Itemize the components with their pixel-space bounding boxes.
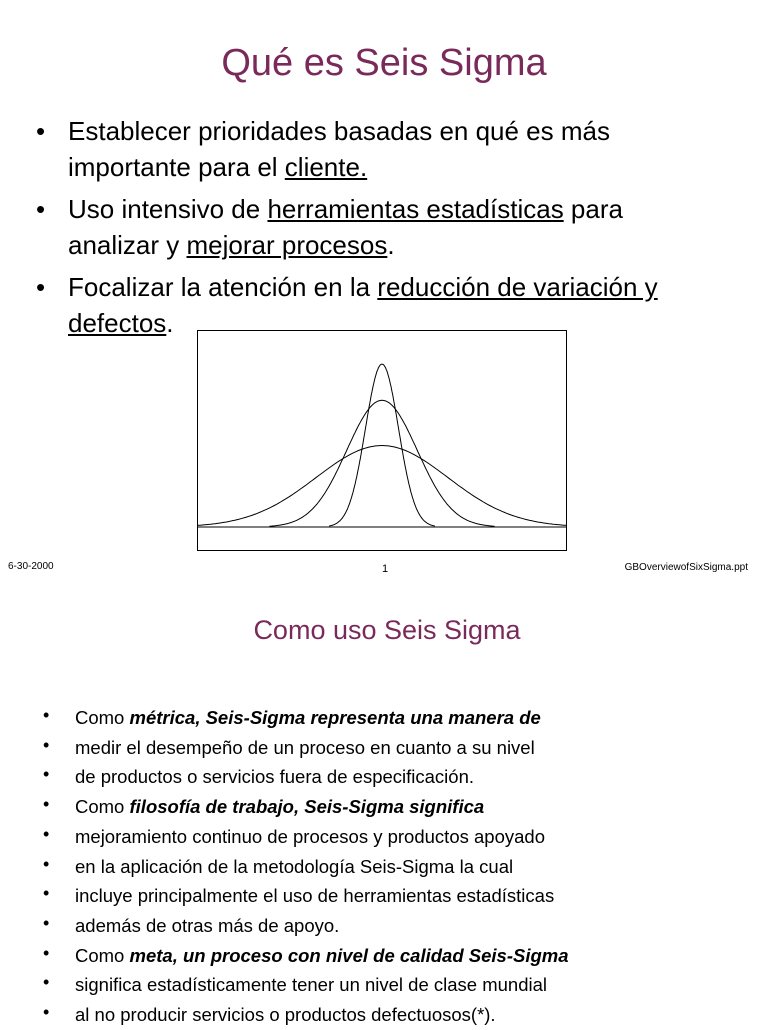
bullet-icon: •: [43, 764, 50, 785]
bullet-text: Como: [75, 707, 130, 728]
bullet-emphasis: métrica, Seis-Sigma representa una manera de: [129, 707, 541, 728]
link-cliente[interactable]: cliente.: [284, 152, 368, 182]
curve-medium: [269, 400, 494, 526]
bullet-icon: •: [43, 942, 50, 963]
bullet-item: [40, 852, 760, 882]
bullet-item: [36, 191, 756, 263]
distribution-chart: [197, 330, 567, 551]
footer-filename: GBOverviewofSixSigma.ppt: [624, 562, 748, 573]
bullet-line: importante para el cliente.: [68, 152, 368, 182]
bullet-list-2: [40, 703, 760, 1030]
bullet-item: [40, 911, 760, 941]
bullet-list: [36, 113, 756, 347]
bullet-icon: •: [43, 853, 50, 874]
footer-date: 6-30-2000: [8, 561, 54, 572]
bullet-item: [40, 762, 760, 792]
bullet-icon: •: [43, 883, 50, 904]
bullet-item: [40, 792, 760, 822]
bullet-icon: •: [43, 823, 50, 844]
link-reduccion[interactable]: reducción de variación y: [377, 272, 658, 302]
bullet-text: en la aplicación de la metodología Seis-Sigma la cual: [75, 855, 514, 877]
bullet-text: además de otras más de apoyo.: [75, 914, 340, 936]
bullet-item: [40, 941, 760, 971]
bullet-line: Establecer prioridades basadas en qué es más: [68, 116, 610, 146]
bullet-item: [40, 733, 760, 763]
bullet-icon: •: [43, 794, 50, 815]
bullet-line: analizar y mejorar procesos.: [68, 230, 395, 260]
bullet-text: Como: [75, 796, 130, 818]
footer-page-number: 1: [382, 563, 389, 575]
bullet-item: [40, 1000, 760, 1030]
bullet-item: [40, 881, 760, 911]
bullet-icon: •: [36, 116, 46, 146]
bullet-text: Como: [75, 944, 130, 966]
bullet-item: [40, 822, 760, 852]
curve-wide: [198, 446, 566, 527]
bullet-item: [36, 113, 756, 185]
bullet-text: al no producir servicios o productos defectuosos(*).: [75, 1004, 496, 1026]
bullet-icon: •: [36, 194, 46, 224]
bullet-icon: •: [43, 734, 50, 755]
bullet-line: Uso intensivo de herramientas estadísticas para: [68, 194, 623, 224]
bullet-line: defectos.: [68, 308, 174, 338]
link-defectos[interactable]: defectos: [68, 308, 167, 338]
bullet-emphasis: filosofía de trabajo, Seis-Sigma significa: [129, 796, 485, 818]
bullet-item: [40, 970, 760, 1000]
bullet-icon: •: [43, 1002, 50, 1023]
link-herramientas[interactable]: herramientas estadísticas: [267, 194, 564, 224]
bullet-icon: •: [43, 972, 50, 993]
bullet-line: Focalizar la atención en la reducción de variación y: [68, 272, 658, 302]
bullet-icon: •: [36, 272, 46, 302]
link-mejorar[interactable]: mejorar procesos: [186, 230, 388, 260]
bullet-icon: •: [43, 705, 50, 725]
bullet-item: [40, 703, 760, 733]
bullet-text: significa estadísticamente tener un nivel de clase mundial: [75, 974, 548, 996]
bullet-text: incluye principalmente el uso de herramientas estadísticas: [75, 885, 555, 907]
slide-title: Qué es Seis Sigma: [221, 42, 547, 84]
bullet-text: de productos o servicios fuera de especificación.: [75, 766, 474, 788]
slide-2-title: Como uso Seis Sigma: [253, 615, 521, 645]
bullet-emphasis: meta, un proceso con nivel de calidad Seis-Sigma: [129, 944, 569, 966]
distribution-svg: [198, 331, 566, 550]
bullet-icon: •: [43, 912, 50, 933]
bullet-text: medir el desempeño de un proceso en cuanto a su nivel: [75, 736, 535, 758]
bullet-text: mejoramiento continuo de procesos y productos apoyado: [75, 825, 545, 847]
